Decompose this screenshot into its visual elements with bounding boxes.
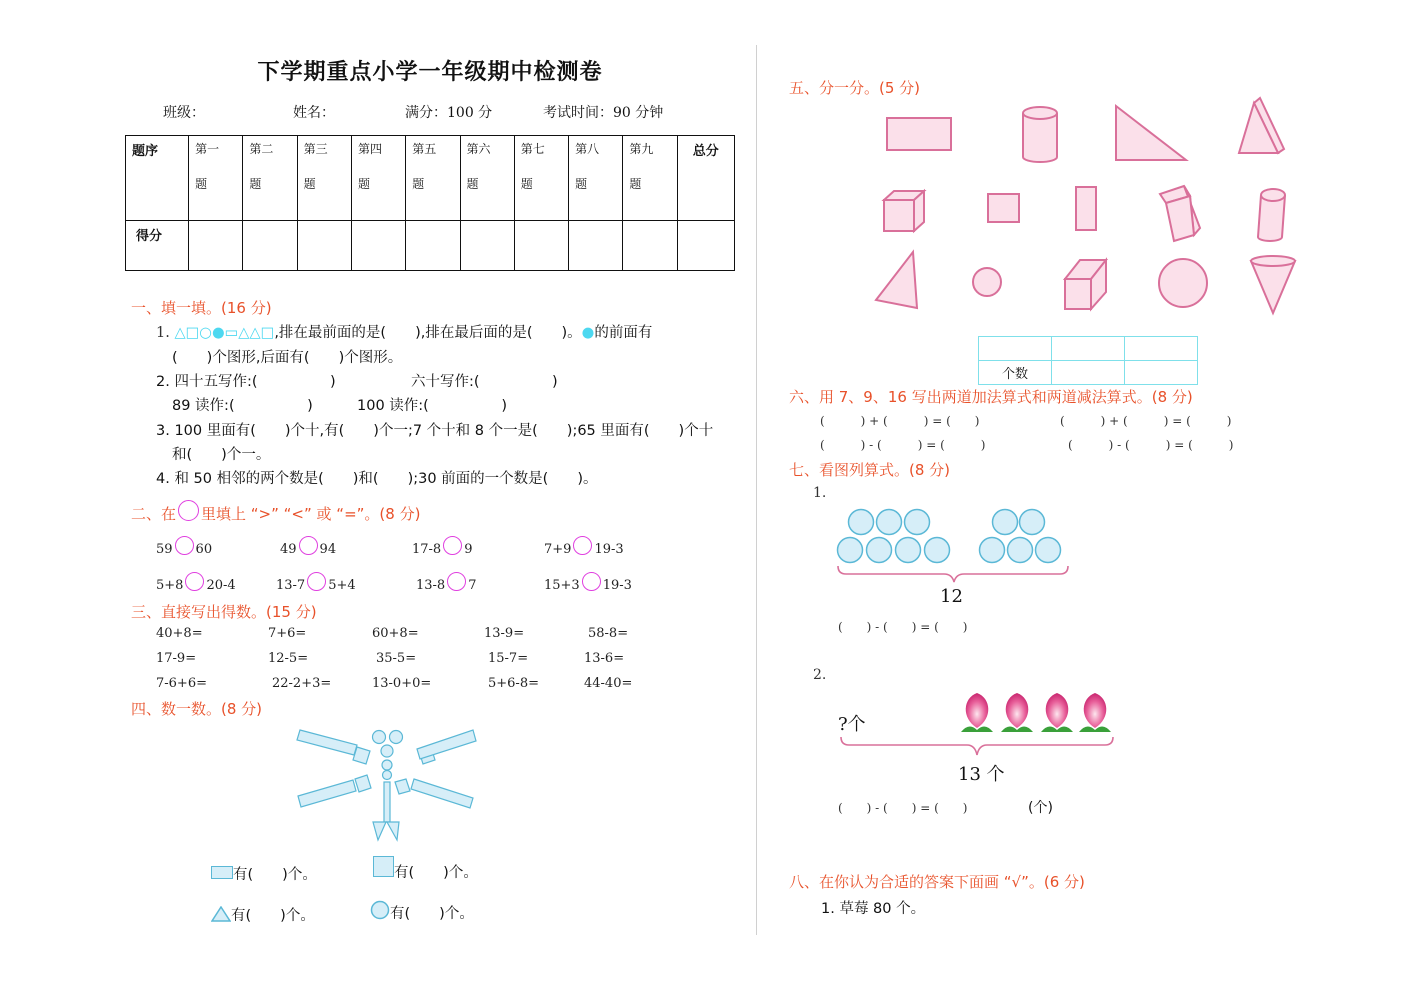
calc-item: 58-8= bbox=[588, 626, 629, 641]
col-1: 第一 题 bbox=[189, 136, 243, 221]
col-2: 第二 题 bbox=[243, 136, 297, 221]
score-table-header-row bbox=[126, 136, 735, 221]
compare-item: 13-8 7 bbox=[416, 572, 477, 593]
score-cell[interactable] bbox=[189, 221, 243, 271]
cuboid-shape bbox=[1160, 186, 1200, 241]
peach-icon bbox=[961, 693, 993, 732]
calc-item: 12-5= bbox=[268, 651, 309, 666]
compare-item: 13-7 5+4 bbox=[276, 572, 356, 593]
rectangle-icon bbox=[211, 866, 233, 879]
s7-q1-equation: ( ) - ( ) = ( ) bbox=[838, 620, 968, 634]
full-score: 满分：100 分 bbox=[405, 105, 493, 121]
triangular-prism-shape bbox=[1239, 98, 1284, 153]
calc-item: 44-40= bbox=[584, 676, 633, 691]
score-cell[interactable] bbox=[243, 221, 297, 271]
s7-q1-total: 12 bbox=[940, 586, 963, 607]
shapes-sorting-figure bbox=[870, 95, 1310, 320]
section-1-title: 一、填一填。(16 分) bbox=[131, 299, 272, 317]
calc-item: 13-6= bbox=[584, 651, 625, 666]
sorting-count-table bbox=[978, 336, 1198, 385]
col-4: 第四 题 bbox=[351, 136, 405, 221]
peaches-figure bbox=[955, 690, 1120, 740]
calc-item: 17-9= bbox=[156, 651, 197, 666]
calc-item: 5+6-8= bbox=[488, 676, 539, 691]
compare-item: 5+8 20-4 bbox=[156, 572, 236, 593]
section-7-title: 七、看图列算式。(8 分) bbox=[789, 461, 951, 479]
section-6-title: 六、用 7、9、16 写出两道加法算式和两道减法算式。(8 分) bbox=[789, 388, 1193, 406]
square-icon bbox=[373, 856, 394, 877]
section-3-title: 三、直接写出得数。(15 分) bbox=[131, 603, 317, 621]
rectangle-shape bbox=[887, 118, 951, 150]
right-triangle-shape bbox=[1116, 106, 1186, 160]
tall-rectangle-shape bbox=[1076, 187, 1096, 230]
score-cell[interactable] bbox=[351, 221, 405, 271]
compare-item: 15+3 19-3 bbox=[544, 572, 632, 593]
exam-time: 考试时间：90 分钟 bbox=[543, 105, 664, 121]
answer-circle[interactable] bbox=[443, 536, 462, 555]
triangle-shape bbox=[876, 252, 917, 308]
cube-shape bbox=[884, 191, 924, 231]
answer-circle[interactable] bbox=[307, 572, 326, 591]
page-title: 下学期重点小学一年级期中检测卷 bbox=[257, 60, 603, 85]
count-circle: 有( )个。 bbox=[370, 900, 474, 923]
s1-q3-line2: 和( )个一。 bbox=[172, 447, 271, 463]
section-4-title: 四、数一数。(8 分) bbox=[131, 700, 263, 718]
answer-circle[interactable] bbox=[582, 572, 601, 591]
peach-icon bbox=[1079, 693, 1111, 732]
s7-q2-unknown: ?个 bbox=[838, 714, 866, 735]
triangle-icon bbox=[211, 906, 231, 922]
class-label: 班级： bbox=[163, 105, 205, 121]
s1-q1-line1: 1. △□○●▭△△□,排在最前面的是( ),排在最后面的是( )。●的前面有 bbox=[156, 325, 653, 341]
calc-item: 13-9= bbox=[484, 626, 525, 641]
s1-q2-line1b: 六十写作:( ) bbox=[411, 374, 558, 390]
calc-item: 7+6= bbox=[268, 626, 307, 641]
square-shape bbox=[988, 194, 1019, 222]
calc-item: 7-6+6= bbox=[156, 676, 207, 691]
row-header-order: 题序 bbox=[126, 136, 189, 221]
col-9: 第九 题 bbox=[623, 136, 677, 221]
score-cell[interactable] bbox=[623, 221, 677, 271]
s7-q2-unit: (个) bbox=[1028, 800, 1053, 816]
s7-q2-number: 2. bbox=[813, 667, 827, 683]
brace bbox=[838, 566, 1068, 582]
s1-q1-line2: ( )个图形,后面有( )个图形。 bbox=[172, 350, 403, 366]
s1-q2-line1a: 2. 四十五写作:( ) bbox=[156, 374, 336, 390]
name-label: 姓名： bbox=[293, 105, 335, 121]
column-divider bbox=[756, 45, 757, 935]
calc-item: 22-2+3= bbox=[272, 676, 332, 691]
compare-item: 17-8 9 bbox=[412, 536, 473, 557]
section-5-title: 五、分一分。(5 分) bbox=[789, 79, 921, 97]
count-triangle: 有( )个。 bbox=[211, 904, 315, 925]
category-cell[interactable] bbox=[1125, 337, 1198, 361]
col-6: 第六 题 bbox=[460, 136, 514, 221]
col-7: 第七 题 bbox=[514, 136, 568, 221]
compare-item: 7+9 19-3 bbox=[544, 536, 624, 557]
s8-q1: 1. 草莓 80 个。 bbox=[821, 901, 926, 917]
score-cell[interactable] bbox=[677, 221, 734, 271]
score-cell[interactable] bbox=[460, 221, 514, 271]
subtraction-equation-2: ( ) - ( ) = ( ) bbox=[1068, 438, 1234, 452]
circle-shape bbox=[973, 268, 1001, 296]
category-cell[interactable] bbox=[1052, 337, 1125, 361]
cuboid-shape bbox=[1065, 260, 1106, 309]
score-table bbox=[125, 135, 735, 271]
count-row-label: 个数 bbox=[979, 361, 1052, 385]
count-cell[interactable] bbox=[1052, 361, 1125, 385]
cone-shape bbox=[1251, 256, 1295, 313]
cylinder-shape bbox=[1023, 107, 1057, 162]
section-8-title: 八、在你认为合适的答案下面画 “√”。(6 分) bbox=[789, 873, 1085, 891]
count-square: 有( )个。 bbox=[373, 856, 478, 882]
filled-circle-icon: ● bbox=[581, 325, 595, 341]
row-header-score: 得分 bbox=[126, 221, 189, 271]
category-cell[interactable] bbox=[979, 337, 1052, 361]
calc-item: 15-7= bbox=[488, 651, 529, 666]
col-3: 第三 题 bbox=[297, 136, 351, 221]
col-5: 第五 题 bbox=[406, 136, 460, 221]
answer-circle[interactable] bbox=[447, 572, 466, 591]
answer-circle[interactable] bbox=[175, 536, 194, 555]
answer-circle[interactable] bbox=[185, 572, 204, 591]
col-8: 第八 题 bbox=[569, 136, 623, 221]
section-2-title: 二、在 里填上 “>” “<” 或 “=”。(8 分) bbox=[131, 500, 420, 524]
compare-item: 49 94 bbox=[280, 536, 336, 557]
calc-item: 13-0+0= bbox=[372, 676, 432, 691]
answer-circle[interactable] bbox=[299, 536, 318, 555]
score-cell[interactable] bbox=[297, 221, 351, 271]
s7-q2-total: 13 个 bbox=[958, 764, 1005, 785]
calc-item: 60+8= bbox=[372, 626, 419, 641]
addition-equation-1: ( ) + ( ) = ( ) bbox=[820, 414, 980, 428]
calc-item: 35-5= bbox=[376, 651, 417, 666]
cylinder-shape bbox=[1258, 189, 1285, 241]
count-rectangle: 有( )个。 bbox=[211, 863, 317, 884]
s1-q4: 4. 和 50 相邻的两个数是( )和( );30 前面的一个数是( )。 bbox=[156, 471, 598, 487]
s1-q2-line2b: 100 读作:( ) bbox=[357, 398, 507, 414]
s7-q1-number: 1. bbox=[813, 485, 827, 501]
calc-item: 40+8= bbox=[156, 626, 203, 641]
circle-icon bbox=[370, 900, 390, 920]
score-cell[interactable] bbox=[406, 221, 460, 271]
score-cell[interactable] bbox=[514, 221, 568, 271]
subtraction-equation-1: ( ) - ( ) = ( ) bbox=[820, 438, 986, 452]
count-cell[interactable] bbox=[1125, 361, 1198, 385]
s7-q2-equation: ( ) - ( ) = ( ) bbox=[838, 801, 968, 815]
s1-q3-line1: 3. 100 里面有( )个十,有( )个一;7 个十和 8 个一是( );65 里面有( )个十 bbox=[156, 423, 714, 439]
circles-figure bbox=[832, 503, 1070, 588]
shape-sequence: △□○●▭△△□ bbox=[174, 325, 275, 341]
col-total: 总分 bbox=[677, 136, 734, 221]
dragonfly-shapes-figure bbox=[295, 722, 485, 842]
compare-item: 59 60 bbox=[156, 536, 212, 557]
answer-circle[interactable] bbox=[573, 536, 592, 555]
circle-shape bbox=[1159, 259, 1207, 307]
peach-icon bbox=[1041, 693, 1073, 732]
score-cell[interactable] bbox=[569, 221, 623, 271]
s1-q2-line2a: 89 读作:( ) bbox=[172, 398, 313, 414]
addition-equation-2: ( ) + ( ) = ( ) bbox=[1060, 414, 1232, 428]
peach-icon bbox=[1001, 693, 1033, 732]
compare-circle-icon bbox=[178, 500, 199, 521]
score-table-score-row bbox=[126, 221, 735, 271]
